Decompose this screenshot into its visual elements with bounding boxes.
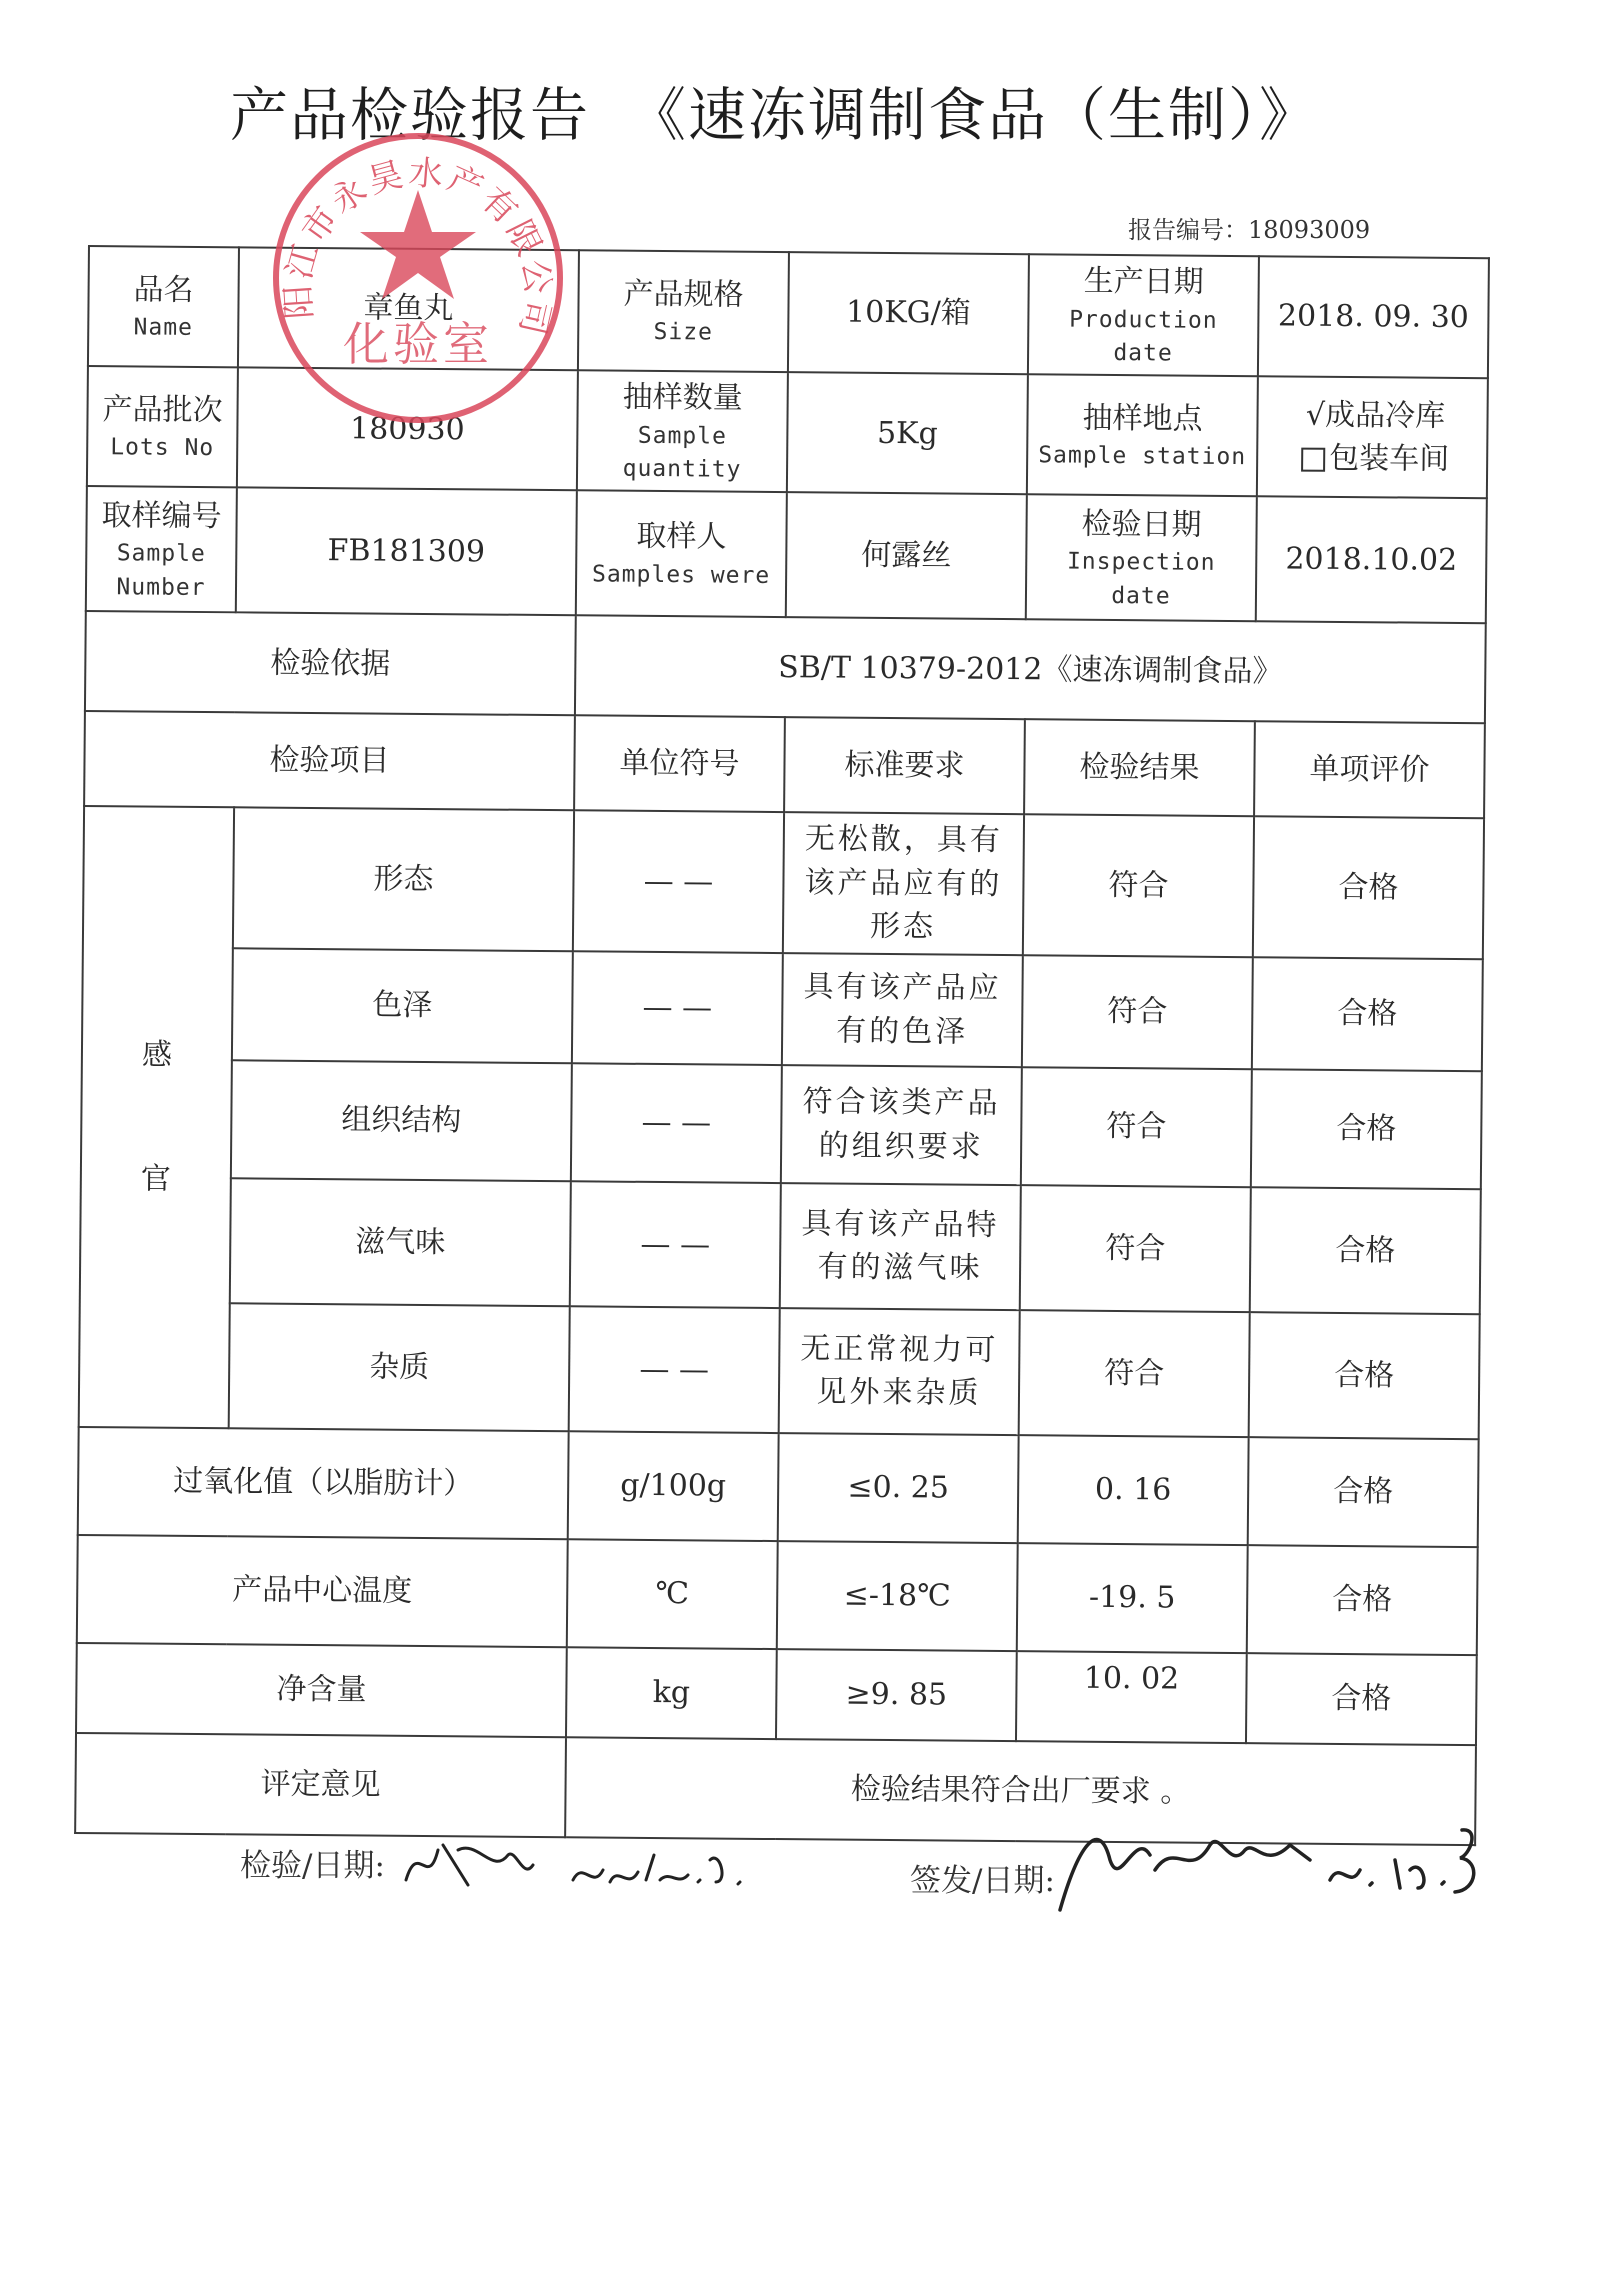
header-result: 检验结果 (1024, 720, 1255, 817)
info-row-3 (86, 486, 1487, 623)
result-value: -19. 5 (1017, 1543, 1248, 1653)
result-value: 10. 02 (1016, 1651, 1247, 1743)
inspector-signature-label: 检验/日期: (240, 1848, 385, 1884)
item-name: 杂质 (229, 1303, 570, 1431)
standard-value: 符合该类产品的组织要求 (781, 1065, 1022, 1185)
header-row (84, 711, 1485, 818)
location-options (1257, 376, 1488, 498)
sample-number-label: 取样编号 Sample Number (86, 486, 237, 612)
evaluation-value: 合格 (1246, 1653, 1477, 1745)
lot-value: 180930 (237, 368, 578, 491)
unit-value: — — (573, 811, 784, 953)
quantity-label: 抽样数量 Sample quantity (577, 370, 788, 492)
issuer-signature-label: 签发/日期: (910, 1863, 1055, 1899)
result-value: 符合 (1022, 955, 1253, 1069)
header-unit: 单位符号 (574, 716, 785, 813)
item-name: 组织结构 (231, 1060, 572, 1181)
evaluation-value: 合格 (1253, 817, 1484, 960)
production-date-label: 生产日期 Production date (1028, 254, 1259, 376)
header-evaluation: 单项评价 (1254, 722, 1485, 819)
location-option-cold-storage: √成品冷库 (1305, 397, 1446, 434)
item-name: 净含量 (76, 1643, 567, 1737)
table-row (81, 1059, 1482, 1189)
unit-value: — — (571, 1063, 782, 1183)
report-number-value: 18093009 (1248, 216, 1371, 244)
result-value: 符合 (1021, 1067, 1252, 1187)
unit-value: kg (566, 1647, 777, 1739)
standard-value: ≥9. 85 (776, 1649, 1017, 1741)
size-value: 10KG/箱 (788, 252, 1029, 374)
name-value: 章鱼丸 (238, 247, 579, 370)
quantity-value: 5Kg (787, 372, 1028, 494)
evaluation-value: 合格 (1248, 1437, 1479, 1547)
unit-value: — — (572, 951, 783, 1065)
item-name: 滋气味 (230, 1178, 571, 1306)
table-row (83, 806, 1484, 959)
name-label: 品名 Name (88, 246, 239, 367)
table-row (78, 1427, 1479, 1547)
result-value: 0. 16 (1018, 1435, 1249, 1545)
result-value: 符合 (1019, 1310, 1250, 1437)
unit-value: g/100g (568, 1431, 779, 1541)
inspection-date-label: 检验日期 Inspection date (1026, 495, 1257, 622)
table-row (77, 1535, 1478, 1655)
sampler-value: 何露丝 (786, 492, 1027, 619)
location-option-packing: 包装车间 (1272, 437, 1478, 482)
location-label: 抽样地点 Sample station (1027, 374, 1258, 496)
table-row (76, 1643, 1477, 1745)
evaluation-value: 合格 (1247, 1545, 1478, 1655)
table-row (80, 1177, 1481, 1314)
evaluation-value: 合格 (1250, 1187, 1481, 1314)
unit-value: — — (569, 1306, 780, 1433)
basis-label: 检验依据 (85, 611, 576, 715)
standard-value: 无松散，具有该产品应有的形态 (783, 812, 1024, 955)
sensory-group-label: 感 官 (79, 806, 234, 1428)
lot-label: 产品批次 Lots No (87, 366, 238, 487)
basis-row (85, 611, 1486, 723)
report-number (1128, 210, 1370, 245)
inspection-table (74, 245, 1490, 1846)
standard-value: ≤-18℃ (777, 1541, 1018, 1651)
item-name: 过氧化值（以脂肪计） (78, 1427, 569, 1539)
evaluation-value: 合格 (1251, 1069, 1482, 1189)
seal-department-text: 化验室 (343, 317, 493, 371)
inspection-date-value: 2018.10.02 (1256, 497, 1487, 624)
title-product: 《速冻调制食品（生制）》 (628, 81, 1320, 149)
standard-value: ≤0. 25 (778, 1433, 1019, 1543)
standard-value: 具有该产品应有的色泽 (782, 953, 1023, 1067)
report-number-label: 报告编号： (1128, 216, 1248, 244)
seal-ring-text: 阳江市永昊水产有限公司 (278, 152, 559, 342)
unit-value: — — (570, 1181, 781, 1308)
result-value: 符合 (1023, 815, 1254, 958)
size-label: 产品规格 Size (578, 250, 789, 372)
item-name: 产品中心温度 (77, 1535, 568, 1647)
sample-number-value: FB181309 (236, 488, 577, 616)
checkbox-icon (1301, 448, 1325, 472)
basis-value: SB/T 10379-2012《速冻调制食品》 (575, 616, 1486, 724)
standard-value: 无正常视力可见外来杂质 (779, 1308, 1020, 1435)
evaluation-value: 合格 (1252, 957, 1483, 1071)
table-row (79, 1302, 1480, 1439)
sampler-label: 取样人 Samples were (576, 491, 787, 618)
table-row (82, 947, 1483, 1071)
production-date-value: 2018. 09. 30 (1258, 256, 1489, 378)
standard-value: 具有该产品特有的滋气味 (780, 1183, 1021, 1310)
result-value: 符合 (1020, 1185, 1251, 1312)
unit-value: ℃ (567, 1539, 778, 1649)
item-name: 形态 (233, 808, 574, 951)
opinion-label: 评定意见 (75, 1733, 566, 1837)
issuer-handwritten-signature (1050, 1800, 1490, 1930)
header-standard: 标准要求 (784, 717, 1025, 814)
inspector-handwritten-signature (398, 1820, 758, 1910)
company-seal-stamp (268, 128, 568, 428)
opinion-value: 检验结果符合出厂要求 。 (565, 1737, 1476, 1845)
item-name: 色泽 (232, 948, 573, 1063)
evaluation-value: 合格 (1249, 1312, 1480, 1439)
title-main: 产品检验报告 (230, 81, 591, 149)
header-item: 检验项目 (84, 711, 575, 810)
